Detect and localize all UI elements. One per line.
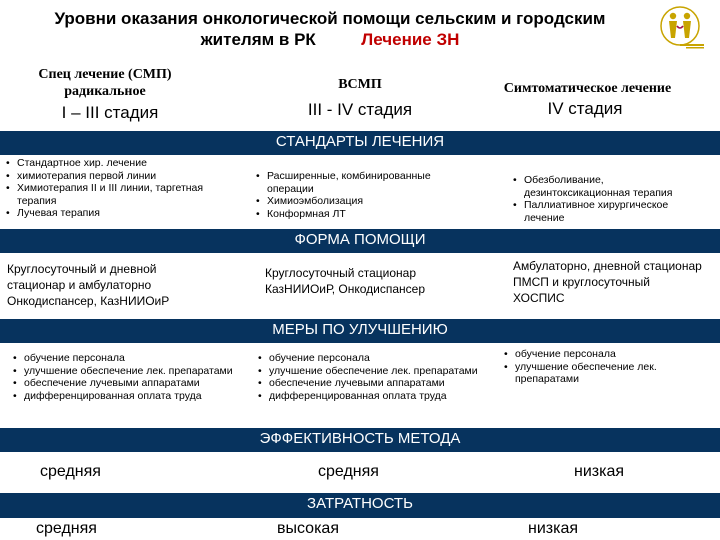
section-title-form: ФОРМА ПОМОЩИ: [294, 231, 426, 248]
section-bar-efficiency: [0, 428, 720, 452]
list-item: • Химиотерапия II и III линии, таргетная терапия: [5, 182, 215, 207]
cost-value-1: средняя: [36, 520, 97, 537]
list-item: • Обезболивание, дезинтоксикационная терапия: [512, 174, 702, 199]
list-item: • дифференцированная оплата труда: [257, 390, 482, 403]
section-title-measures: МЕРЫ ПО УЛУЧШЕНИЮ: [272, 321, 448, 338]
list-item: • химиотерапия первой линии: [5, 170, 215, 183]
section-bar-measures: [0, 319, 720, 343]
section-bar-standards: [0, 131, 720, 155]
list-item: • обеспечение лучевыми аппаратами: [12, 377, 237, 390]
section-bar-cost: [0, 493, 720, 518]
cost-value-3: низкая: [528, 520, 579, 537]
standards-list-3: [512, 174, 702, 224]
column-header-3: Симтоматическое лечение: [503, 81, 672, 96]
list-item: • Конформная ЛТ: [255, 208, 455, 221]
list-item: • дифференцированная оплата труда: [12, 390, 237, 403]
list-item: • обеспечение лучевыми аппаратами: [257, 377, 482, 390]
list-item: • обучение персонала: [257, 352, 482, 365]
measures-list-2: [257, 352, 482, 402]
list-item: • улучшение обеспечение лек. препаратами: [12, 365, 237, 378]
section-title-efficiency: ЭФФЕКТИВНОСТЬ МЕТОДА: [259, 430, 461, 447]
section-title-cost: ЗАТРАТНОСТЬ: [307, 495, 413, 512]
measures-col-3: [503, 348, 703, 386]
measures-list-1: [12, 352, 237, 402]
standards-list-1: [5, 157, 215, 220]
column-header-2: ВСМП: [338, 77, 382, 92]
list-item: • Паллиативное хирургическое лечение: [512, 199, 702, 224]
list-item: • обучение персонала: [12, 352, 237, 365]
efficiency-value-3: низкая: [574, 463, 625, 480]
title-line-2-text: жителям в РК: [200, 30, 316, 49]
title-line-2: [20, 29, 640, 50]
standards-col-1: [5, 157, 215, 228]
list-item: • улучшение обеспечение лек. препаратами: [257, 365, 482, 378]
stage-3: IV стадия: [547, 99, 623, 118]
cost-value-2: высокая: [277, 520, 339, 537]
list-item: • Расширенные, комбинированные операции: [255, 170, 455, 195]
list-item: • Стандартное хир. лечение: [5, 157, 215, 170]
standards-list-2: [255, 170, 455, 220]
measures-list-3: [503, 348, 703, 386]
form-col-1: Круглосуточный и дневной стационар и амбулаторно Онкодиспансер, КазНИИОиР: [7, 262, 170, 308]
title-highlight: Лечение ЗН: [361, 30, 460, 49]
slide-title: [20, 8, 640, 50]
title-line-1: Уровни оказания онкологической помощи сельским и городским: [54, 9, 606, 28]
logo-icon: [650, 4, 710, 50]
stage-1: I – III стадия: [61, 103, 159, 122]
section-title-standards: СТАНДАРТЫ ЛЕЧЕНИЯ: [275, 133, 445, 150]
standards-col-3: [512, 174, 702, 228]
form-col-2: Круглосуточный стационар КазНИИОиР, Онкодиспансер: [265, 266, 425, 296]
standards-col-2: [255, 170, 455, 228]
list-item: • Химиоэмболизация: [255, 195, 455, 208]
stage-2: III - IV стадия: [307, 100, 413, 119]
efficiency-value-2: средняя: [318, 463, 379, 480]
list-item: • Лучевая терапия: [5, 207, 215, 220]
section-bar-form: [0, 229, 720, 253]
measures-col-2: [257, 352, 482, 402]
list-item: • улучшение обеспечение лек. препаратами: [503, 361, 703, 386]
column-header-1: Спец лечение (СМП) радикальное: [38, 67, 172, 99]
measures-col-1: [12, 352, 237, 402]
list-item: • обучение персонала: [503, 348, 703, 361]
form-col-3: Амбулаторно, дневной стационар ПМСП и круглосуточный ХОСПИС: [513, 259, 702, 305]
efficiency-value-1: средняя: [40, 463, 101, 480]
